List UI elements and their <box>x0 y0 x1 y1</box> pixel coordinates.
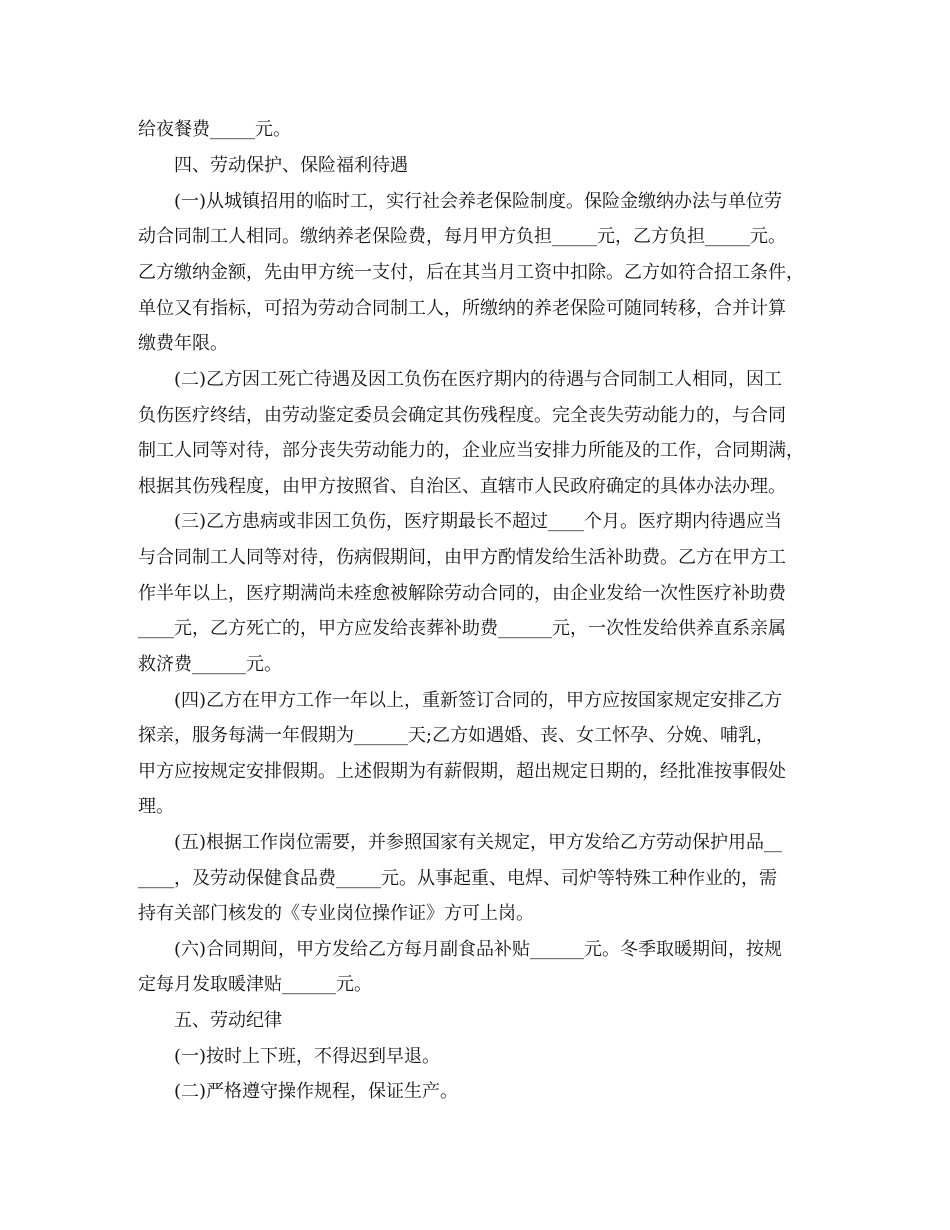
section-heading: 四、劳动保护、保险福利待遇 <box>174 155 408 176</box>
text-line: 持有关部门核发的《专业岗位操作证》方可上岗。 <box>138 903 534 924</box>
text-line: (一)按时上下班，不得迟到早退。 <box>174 1046 441 1067</box>
text-line: 乙方缴纳金额，先由甲方统一支付，后在其当月工资中扣除。乙方如符合招工条件， <box>138 262 804 283</box>
text-line: ____元，乙方死亡的，甲方应发给丧葬补助费______元，一次性发给供养直系亲属 <box>138 618 786 639</box>
text-line: 与合同制工人同等对待，伤病假期间，由甲方酌情发给生活补助费。乙方在甲方工 <box>138 547 786 568</box>
text-line: 单位又有指标，可招为劳动合同制工人，所缴纳的养老保险可随同转移，合并计算 <box>138 298 786 319</box>
text-line: 负伤医疗终结，由劳动鉴定委员会确定其伤残程度。完全丧失劳动能力的，与合同 <box>138 405 786 426</box>
section-heading: 五、劳动纪律 <box>174 1010 282 1031</box>
text-line: (二)严格遵守操作规程，保证生产。 <box>174 1081 459 1102</box>
text-line: 根据其伤残程度，由甲方按照省、自治区、直辖市人民政府确定的具体办法办理。 <box>138 476 786 497</box>
text-line: 定每月发取暖津贴______元。 <box>138 974 372 995</box>
text-line: 动合同制工人相同。缴纳养老保险费，每月甲方负担_____元，乙方负担_____元。 <box>138 226 786 247</box>
text-line: (四)乙方在甲方工作一年以上，重新签订合同的，甲方应按国家规定安排乙方 <box>174 690 783 711</box>
text-line: 制工人同等对待，部分丧失劳动能力的，企业应当安排力所能及的工作，合同期满， <box>138 440 804 461</box>
text-line: (一)从城镇招用的临时工，实行社会养老保险制度。保险金缴纳办法与单位劳 <box>174 191 783 212</box>
text-line: 探亲，服务每满一年假期为______天;乙方如遇婚、丧、女工怀孕、分娩、哺乳， <box>138 725 775 746</box>
text-line: (二)乙方因工死亡待遇及因工负伤在医疗期内的待遇与合同制工人相同，因工 <box>174 369 783 390</box>
text-line: 作半年以上，医疗期满尚未痊愈被解除劳动合同的，由企业发给一次性医疗补助费 <box>138 583 786 604</box>
text-line: 给夜餐费_____元。 <box>138 119 291 140</box>
text-line: (三)乙方患病或非因工负伤，医疗期最长不超过____个月。医疗期内待遇应当 <box>174 511 783 532</box>
text-line: ____，及劳动保健食品费_____元。从事起重、电焊、司炉等特殊工种作业的，需 <box>138 868 777 889</box>
text-line: (六)合同期间，甲方发给乙方每月副食品补贴______元。冬季取暖期间，按规 <box>174 939 783 960</box>
text-line: 理。 <box>138 796 174 817</box>
text-line: 甲方应按规定安排假期。上述假期为有薪假期，超出规定日期的，经批准按事假处 <box>138 761 786 782</box>
text-line: 救济费______元。 <box>138 654 282 675</box>
text-line: (五)根据工作岗位需要，并参照国家有关规定，甲方发给乙方劳动保护用品__ <box>174 832 783 853</box>
text-line: 缴费年限。 <box>138 333 228 354</box>
